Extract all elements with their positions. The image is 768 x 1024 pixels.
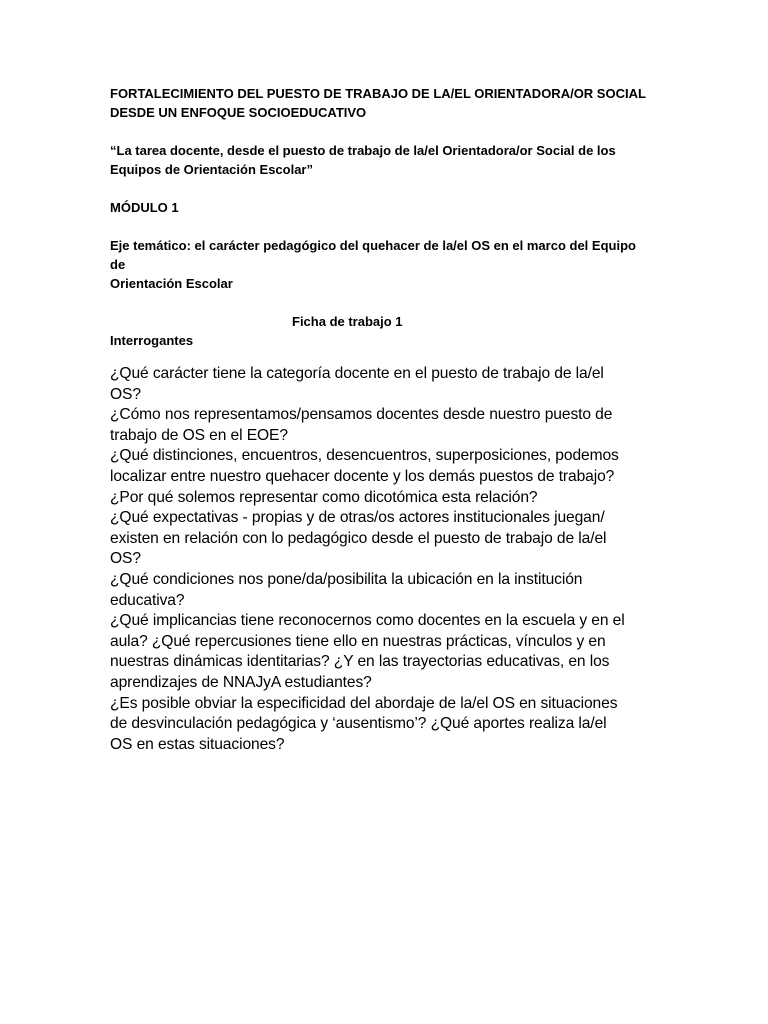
quote-line-1: “La tarea docente, desde el puesto de trabajo de la/el Orientadora/or Social de los bbox=[110, 143, 616, 158]
question-line: ¿Es posible obviar la especificidad del abordaje de la/el OS en situaciones bbox=[110, 694, 618, 712]
worksheet-heading: Ficha de trabajo 1 bbox=[292, 314, 403, 329]
question-line: ¿Por qué solemos representar como dicotómica esta relación? bbox=[110, 488, 538, 506]
question-line: existen en relación con lo pedagógico desde el puesto de trabajo de la/el bbox=[110, 529, 607, 547]
questions-heading: Interrogantes bbox=[110, 333, 194, 348]
question-line: ¿Qué implicancias tiene reconocernos como docentes en la escuela y en el bbox=[110, 612, 625, 630]
question-line: OS en estas situaciones? bbox=[110, 735, 285, 753]
question-line: OS? bbox=[110, 385, 141, 403]
question-line: de desvinculación pedagógica y ‘ausentismo’? ¿Qué aportes realiza la/el bbox=[110, 715, 607, 733]
question-line: OS? bbox=[110, 550, 141, 568]
quote-line-2: Equipos de Orientación Escolar” bbox=[110, 162, 313, 177]
document-page bbox=[110, 84, 670, 755]
question-line: aprendizajes de NNAJyA estudiantes? bbox=[110, 673, 372, 691]
document-title bbox=[110, 84, 670, 122]
document-subtitle-quote bbox=[110, 141, 670, 179]
question-line: ¿Qué condiciones nos pone/da/posibilita la ubicación en la institución bbox=[110, 570, 583, 588]
module-heading: MÓDULO 1 bbox=[110, 200, 179, 215]
question-line: localizar entre nuestro quehacer docente y los demás puestos de trabajo? bbox=[110, 467, 615, 485]
axis-line-1: Eje temático: el carácter pedagógico del quehacer de la/el OS en el marco del Equipo bbox=[110, 238, 636, 253]
question-line: trabajo de OS en el EOE? bbox=[110, 426, 288, 444]
thematic-axis bbox=[110, 236, 670, 293]
title-line-2: DESDE UN ENFOQUE SOCIOEDUCATIVO bbox=[110, 105, 367, 120]
question-line: ¿Qué carácter tiene la categoría docente en el puesto de trabajo de la/el bbox=[110, 365, 604, 382]
question-line: nuestras dinámicas identitarias? ¿Y en las trayectorias educativas, en los bbox=[110, 653, 610, 671]
axis-line-3: Orientación Escolar bbox=[110, 276, 233, 291]
axis-line-2: de bbox=[110, 257, 126, 272]
question-line: aula? ¿Qué repercusiones tiene ello en nuestras prácticas, vínculos y en bbox=[110, 632, 606, 650]
question-line: ¿Qué distinciones, encuentros, desencuentros, superposiciones, podemos bbox=[110, 447, 619, 465]
title-line-1: FORTALECIMIENTO DEL PUESTO DE TRABAJO DE LA/EL ORIENTADORA/OR SOCIAL bbox=[110, 86, 646, 101]
question-line: ¿Qué expectativas - propias y de otras/os actores institucionales juegan/ bbox=[110, 509, 605, 527]
question-line: educativa? bbox=[110, 591, 185, 609]
question-line: ¿Cómo nos representamos/pensamos docentes desde nuestro puesto de bbox=[110, 406, 613, 424]
questions-list bbox=[110, 364, 670, 755]
